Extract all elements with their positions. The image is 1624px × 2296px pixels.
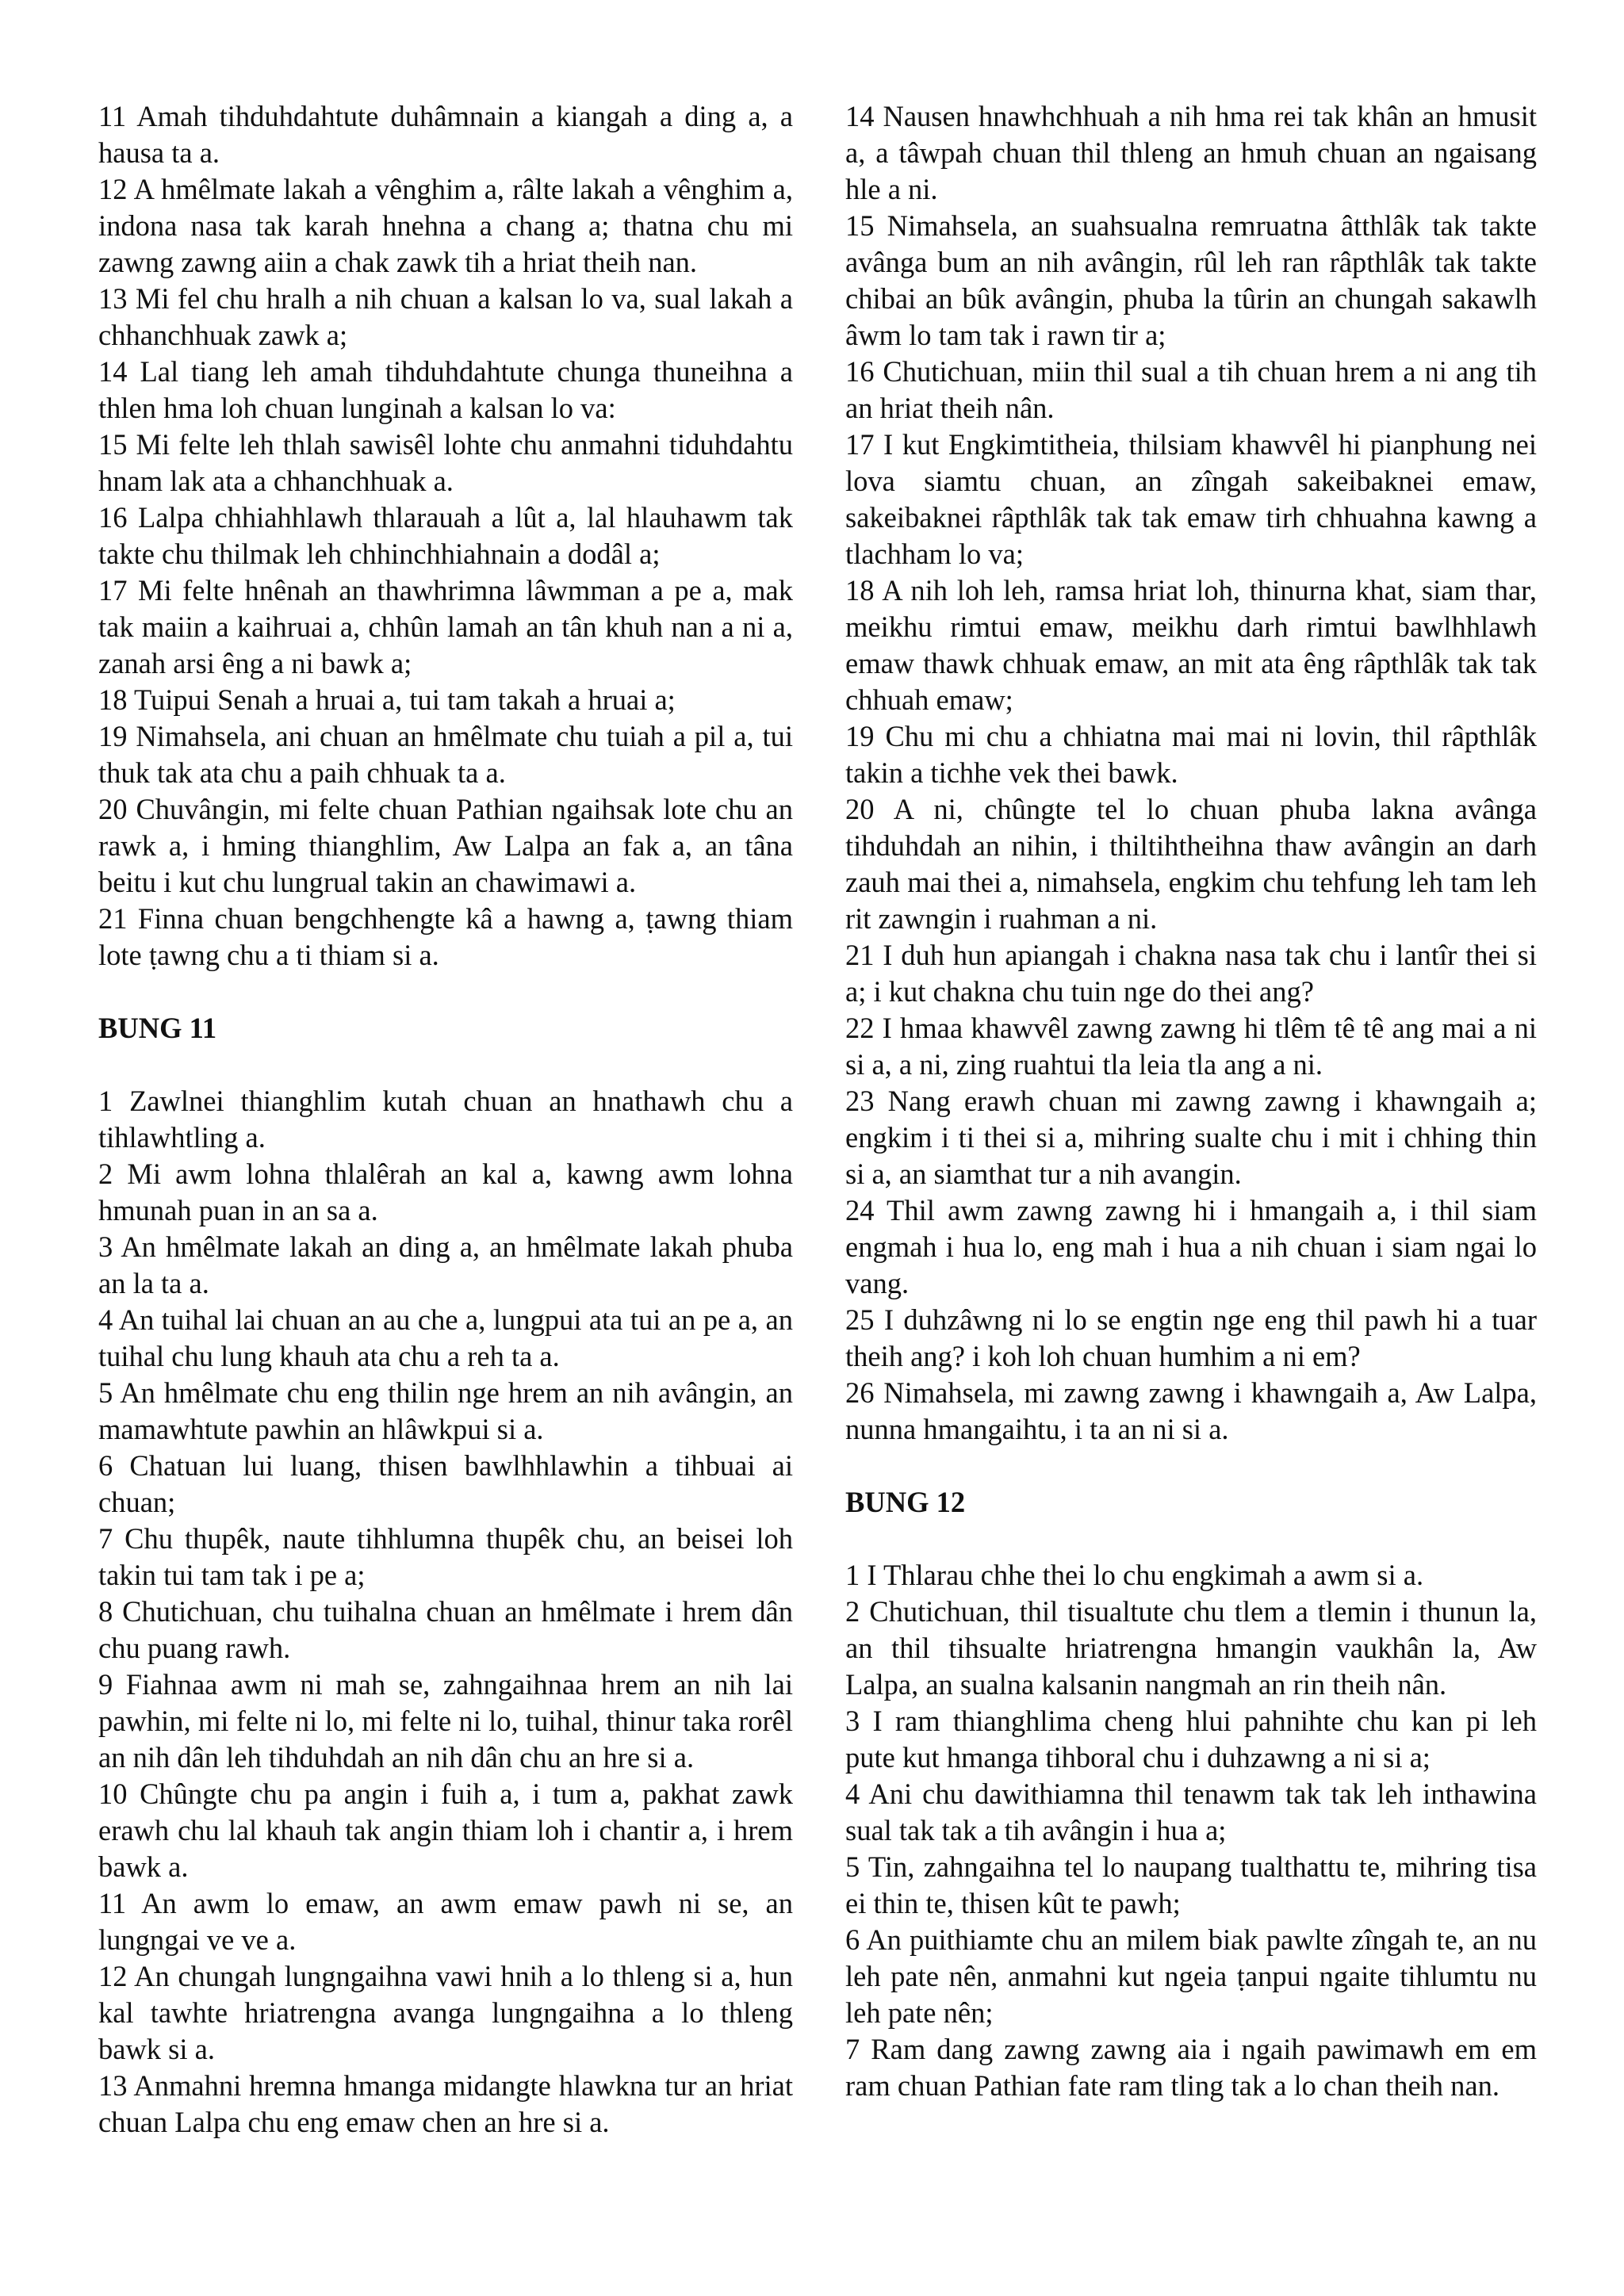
- verse: 9 Fiahnaa awm ni mah se, zahngaihnaa hrem an nih lai pawhin, mi felte ni lo, mi felte ni lo, tuihal, thinur taka rorêl an nih dân leh tihduhdah an nih dân chu an hre si a.: [98, 1668, 793, 1774]
- verse: 1 Zawlnei thianghlim kutah chuan an hnathawh chu a tihlawhtling a.: [98, 1085, 793, 1154]
- left-column: [98, 98, 793, 2141]
- verse: 25 I duhzâwng ni lo se engtin nge eng thil pawh hi a tuar theih ang? i koh loh chuan humhim a ni em?: [845, 1303, 1537, 1372]
- verse: 8 Chutichuan, chu tuihalna chuan an hmêlmate i hrem dân chu puang rawh.: [98, 1595, 793, 1664]
- verse: 6 An puithiamte chu an milem biak pawlte zîngah te, an nu leh pate nên, anmahni kut ngeia ṭanpui ngaite tihlumtu nu leh pate nên;: [845, 1923, 1537, 2029]
- verse: 1 I Thlarau chhe thei lo chu engkimah a awm si a.: [845, 1559, 1424, 1591]
- verse: 14 Nausen hnawhchhuah a nih hma rei tak khân an hmusit a, a tâwpah chuan thil thleng an hmuh chuan an ngaisang hle a ni.: [845, 100, 1537, 205]
- chapter-heading: BUNG 11: [98, 1012, 217, 1044]
- verse: 15 Mi felte leh thlah sawisêl lohte chu anmahni tiduhdahtu hnam lak ata a chhanchhuak a.: [98, 428, 793, 497]
- verse: 24 Thil awm zawng zawng hi i hmangaih a, i thil siam engmah i hua lo, eng mah i hua a nih chuan i siam ngai lo vang.: [845, 1194, 1537, 1299]
- verse: 12 A hmêlmate lakah a vênghim a, râlte lakah a vênghim a, indona nasa tak karah hnehna a chang a; thatna chu mi zawng zawng aiin a chak zawk tih a hriat theih nan.: [98, 173, 793, 278]
- verse: 26 Nimahsela, mi zawng zawng i khawngaih a, Aw Lalpa, nunna hmangaihtu, i ta an ni si a.: [845, 1376, 1537, 1445]
- verse: 16 Chutichuan, miin thil sual a tih chuan hrem a ni ang tih an hriat theih nân.: [845, 355, 1537, 424]
- verse: 23 Nang erawh chuan mi zawng zawng i khawngaih a; engkim i ti thei si a, mihring sualte chu i mit i chhing thin si a, an siamthat tur a nih avangin.: [845, 1085, 1537, 1190]
- verse: 7 Chu thupêk, naute tihhlumna thupêk chu, an beisei loh takin tui tam tak i pe a;: [98, 1522, 793, 1591]
- verse: 3 An hmêlmate lakah an ding a, an hmêlmate lakah phuba an la ta a.: [98, 1230, 793, 1299]
- verse: 20 Chuvângin, mi felte chuan Pathian ngaihsak lote chu an rawk a, i hming thianghlim, Aw Lalpa an fak a, an tâna beitu i kut chu lungrual takin an chawimawi a.: [98, 793, 793, 898]
- verse: 17 I kut Engkimtitheia, thilsiam khawvêl hi pianphung nei lova siamtu chuan, an zîngah sakeibaknei emaw, sakeibaknei râpthlâk tak tak emaw tirh chhuahna kawng a tlachham lo va;: [845, 428, 1537, 570]
- verse: 15 Nimahsela, an suahsualna remruatna âtthlâk tak takte avânga bum an nih avângin, rûl leh ran râpthlâk tak takte chibai an bûk avângin, phuba la tûrin an chungah sakawlh âwm lo tam tak i rawn tir a;: [845, 209, 1537, 351]
- verse: 16 Lalpa chhiahhlawh thlarauah a lût a, lal hlauhawm tak takte chu thilmak leh chhinchhiahnain a dodâl a;: [98, 501, 793, 570]
- verse: 17 Mi felte hnênah an thawhrimna lâwmman a pe a, mak tak maiin a kaihruai a, chhûn lamah an tân khuh nan a ni a, zanah arsi êng a ni bawk a;: [98, 574, 793, 679]
- verse: 4 Ani chu dawithiamna thil tenawm tak tak leh inthawina sual tak tak a tih avângin i hua a;: [845, 1777, 1537, 1846]
- verse: 7 Ram dang zawng zawng aia i ngaih pawimawh em em ram chuan Pathian fate ram tling tak a lo chan theih nan.: [845, 2033, 1537, 2102]
- verse: 5 Tin, zahngaihna tel lo naupang tualthattu te, mihring tisa ei thin te, thisen kût te pawh;: [845, 1850, 1537, 1919]
- verse: 21 Finna chuan bengchhengte kâ a hawng a, ṭawng thiam lote ṭawng chu a ti thiam si a.: [98, 902, 793, 971]
- verse: 18 A nih loh leh, ramsa hriat loh, thinurna khat, siam thar, meikhu rimtui emaw, meikhu darh rimtui bawlhhlawh emaw thawk chhuak emaw, an mit ata êng râpthlâk tak tak chhuah emaw;: [845, 574, 1537, 716]
- verse: 3 I ram thianghlima cheng hlui pahnihte chu kan pi leh pute kut hmanga tihboral chu i duhzawng a ni si a;: [845, 1705, 1537, 1774]
- verse: 20 A ni, chûngte tel lo chuan phuba lakna avânga tihduhdah an nihin, i thiltihtheihna thaw avângin an darh zauh mai thei a, nimahsela, engkim chu tehfung leh tam leh rit zawngin i ruahman a ni.: [845, 793, 1537, 935]
- verse: 12 An chungah lungngaihna vawi hnih a lo thleng si a, hun kal tawhte hriatrengna avanga lungngaihna a lo thleng bawk si a.: [98, 1960, 793, 2065]
- verse: 2 Mi awm lohna thlalêrah an kal a, kawng awm lohna hmunah puan in an sa a.: [98, 1158, 793, 1226]
- verse: 13 Anmahni hremna hmanga midangte hlawkna tur an hriat chuan Lalpa chu eng emaw chen an hre si a.: [98, 2069, 793, 2138]
- verse: 13 Mi fel chu hralh a nih chuan a kalsan lo va, sual lakah a chhanchhuak zawk a;: [98, 282, 793, 351]
- verse: 19 Chu mi chu a chhiatna mai mai ni lovin, thil râpthlâk takin a tichhe vek thei bawk.: [845, 720, 1537, 789]
- verse: 4 An tuihal lai chuan an au che a, lungpui ata tui an pe a, an tuihal chu lung khauh ata chu a reh ta a.: [98, 1303, 793, 1372]
- verse: 2 Chutichuan, thil tisualtute chu tlem a tlemin i thunun la, an thil tihsualte hriatrengna hmangin vaukhân la, Aw Lalpa, an sualna kalsanin nangmah an rin theih nân.: [845, 1595, 1537, 1701]
- verse: 18 Tuipui Senah a hruai a, tui tam takah a hruai a;: [98, 683, 676, 716]
- verse: 22 I hmaa khawvêl zawng zawng hi tlêm tê tê ang mai a ni si a, a ni, zing ruahtui tla leia tla ang a ni.: [845, 1012, 1537, 1081]
- verse: 10 Chûngte chu pa angin i fuih a, i tum a, pakhat zawk erawh chu lal khauh tak angin thiam loh i chantir a, i hrem bawk a.: [98, 1777, 793, 1883]
- verse: 21 I duh hun apiangah i chakna nasa tak chu i lantîr thei si a; i kut chakna chu tuin nge do thei ang?: [845, 939, 1537, 1008]
- verse: 19 Nimahsela, ani chuan an hmêlmate chu tuiah a pil a, tui thuk tak ata chu a paih chhuak ta a.: [98, 720, 793, 789]
- verse: 11 An awm lo emaw, an awm emaw pawh ni se, an lungngai ve ve a.: [98, 1887, 793, 1956]
- right-column: [845, 98, 1537, 2104]
- chapter-heading: BUNG 12: [845, 1486, 966, 1518]
- verse: 11 Amah tihduhdahtute duhâmnain a kiangah a ding a, a hausa ta a.: [98, 100, 793, 169]
- verse: 5 An hmêlmate chu eng thilin nge hrem an nih avângin, an mamawhtute pawhin an hlâwkpui si a.: [98, 1376, 793, 1445]
- verse: 14 Lal tiang leh amah tihduhdahtute chunga thuneihna a thlen hma loh chuan lunginah a kalsan lo va:: [98, 355, 793, 424]
- verse: 6 Chatuan lui luang, thisen bawlhhlawhin a tihbuai ai chuan;: [98, 1449, 793, 1518]
